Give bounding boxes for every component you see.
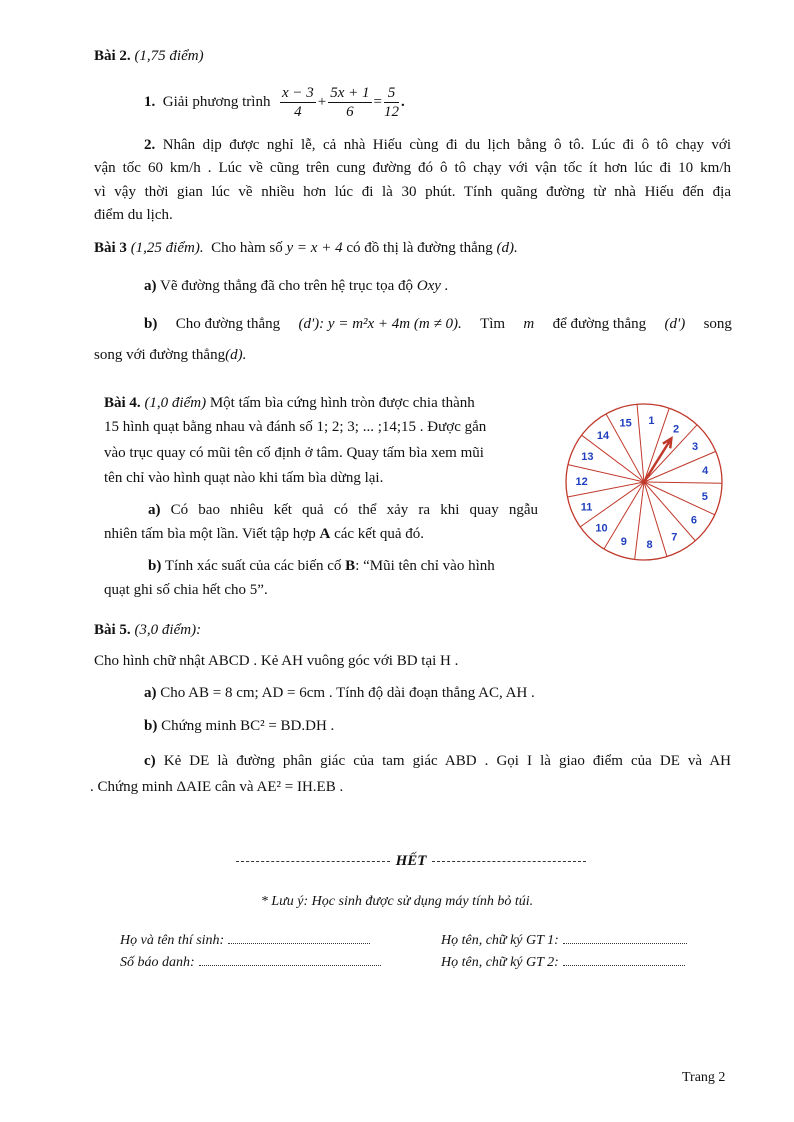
bai2-q1: 1. Giải phương trình $\frac{x - 3}{4}$ + $\frac{5x + 1}{6}$ = $\frac{5}{12}$ .	[144, 84, 405, 120]
bai2-points: (1,75 điểm)	[134, 48, 204, 64]
bai2-q2-line4: điểm du lịch.	[94, 207, 173, 223]
bai4-a-line1: a) Có bao nhiêu kết quả có thể xảy ra khi quay ngẫu	[148, 502, 539, 518]
bai4-line4: tên chỉ vào hình quạt nào khi tấm bìa dừng lại.	[104, 470, 384, 486]
wheel-number: 1	[648, 415, 655, 428]
bai3-b-line2: song với đường thẳng(d).	[94, 347, 247, 363]
wheel-number: 4	[702, 464, 709, 477]
wheel-number: 13	[581, 450, 594, 463]
plus-sign: +	[317, 93, 327, 110]
wheel-number: 8	[646, 539, 653, 552]
bai4-b-line1: b) Tính xác suất của các biến cố B: “Mũi tên chỉ vào hình	[148, 558, 495, 574]
wheel-number: 7	[671, 531, 678, 544]
wheel-number: 2	[672, 423, 680, 436]
candidate-id-field: Số báo danh:	[120, 953, 381, 973]
function-d-prime: (d'): y = m²x + 4m (m ≠ 0).	[298, 316, 462, 332]
spinner-wheel	[560, 398, 728, 566]
wheel-number: 11	[580, 501, 593, 514]
end-marker: HẾT	[236, 853, 586, 870]
bai4-b-line2: quạt ghi số chia hết cho 5”.	[104, 582, 268, 598]
bai2-heading: Bài 2.	[94, 48, 131, 64]
candidate-name-field: Họ và tên thí sinh:	[120, 931, 370, 951]
dotted-line	[563, 943, 687, 944]
bai2-title	[94, 46, 204, 66]
calculator-note: * Lưu ý: Học sinh được sử dụng máy tính bỏ túi.	[260, 894, 534, 909]
wheel-number: 14	[596, 429, 610, 442]
bai5-title: Bài 5. (3,0 điểm):	[94, 622, 202, 638]
bai2-q2-line2: vận tốc 60 km/h . Lúc về cũng trên cung đường đó ô tô chạy với vận tốc ít hơn lúc đi 10 km/h	[94, 160, 731, 176]
bai3-a: a) Vẽ đường thẳng đã cho trên hệ trục tọa độ Oxy .	[144, 278, 449, 294]
dotted-line	[563, 965, 685, 966]
wheel-number: 6	[690, 514, 697, 527]
dotted-line	[228, 943, 370, 944]
bai2-q1-label: 1.	[144, 93, 156, 110]
equals-sign: =	[373, 93, 382, 110]
bai5-c-line2: . Chứng minh ΔAIE cân và AE² = IH.EB .	[90, 779, 344, 795]
gt1-field: Họ tên, chữ ký GT 1:	[441, 931, 687, 951]
bai2-q1-text: Giải phương trình	[162, 93, 271, 110]
bai5-intro: Cho hình chữ nhật ABCD . Kẻ AH vuông góc với BD tại H .	[94, 653, 459, 669]
bai4-line2: 15 hình quạt bằng nhau và đánh số 1; 2; 3; ... ;14;15 . Được gắn	[104, 419, 487, 435]
bai3-title: Bài 3 (1,25 điểm). Cho hàm số y = x + 4 có đồ thị là đường thẳng (d).	[94, 240, 518, 256]
bai4-line3: vào trục quay có mũi tên cố định ở tâm. Quay tấm bìa xem mũi	[104, 445, 484, 461]
wheel-number: 10	[595, 522, 608, 535]
dotted-line	[199, 965, 381, 966]
wheel-number: 5	[701, 490, 708, 503]
wheel-number: 9	[620, 536, 627, 549]
bai4-line1: Bài 4. (1,0 điểm) Một tấm bìa cứng hình tròn được chia thành	[104, 395, 475, 411]
fraction-2: $\frac{5x + 1}{6}$	[330, 84, 370, 120]
bai5-c-line1: c) Kẻ DE là đường phân giác của tam giác ABD . Gọi I là giao điểm của DE và AH	[144, 753, 731, 769]
fraction-3: $\frac{5}{12}$	[383, 84, 399, 120]
function-y: y = x + 4	[286, 240, 343, 256]
wheel-number: 12	[575, 476, 588, 489]
bai2-q2-line1: 2. Nhân dịp được nghỉ lễ, cả nhà Hiếu cùng đi du lịch bằng ô tô. Lúc đi ô tô chạy với	[144, 137, 732, 153]
wheel-number: 15	[619, 417, 632, 430]
fraction-1: $\frac{x - 3}{4}$	[281, 84, 314, 120]
page-number: Trang 2	[682, 1070, 726, 1085]
bai4-a-line2: nhiên tấm bìa một lần. Viết tập hợp A các kết quả đó.	[104, 526, 425, 542]
wheel-number: 3	[691, 441, 699, 454]
bai5-b: b) Chứng minh BC² = BD.DH .	[144, 718, 335, 734]
bai5-a: a) Cho AB = 8 cm; AD = 6cm . Tính độ dài đoạn thẳng AC, AH .	[144, 685, 535, 701]
gt2-field: Họ tên, chữ ký GT 2:	[441, 953, 685, 973]
bai3-b-line1: b) Cho đường thẳng (d'): y = m²x + 4m (m ≠ 0). Tìm m để đường thẳng (d') song	[144, 316, 732, 332]
bai2-q2-line3: vì vậy thời gian lúc về nhiều hơn lúc đi là 30 phút. Tính quãng đường từ nhà Hiếu đến địa	[94, 184, 731, 200]
